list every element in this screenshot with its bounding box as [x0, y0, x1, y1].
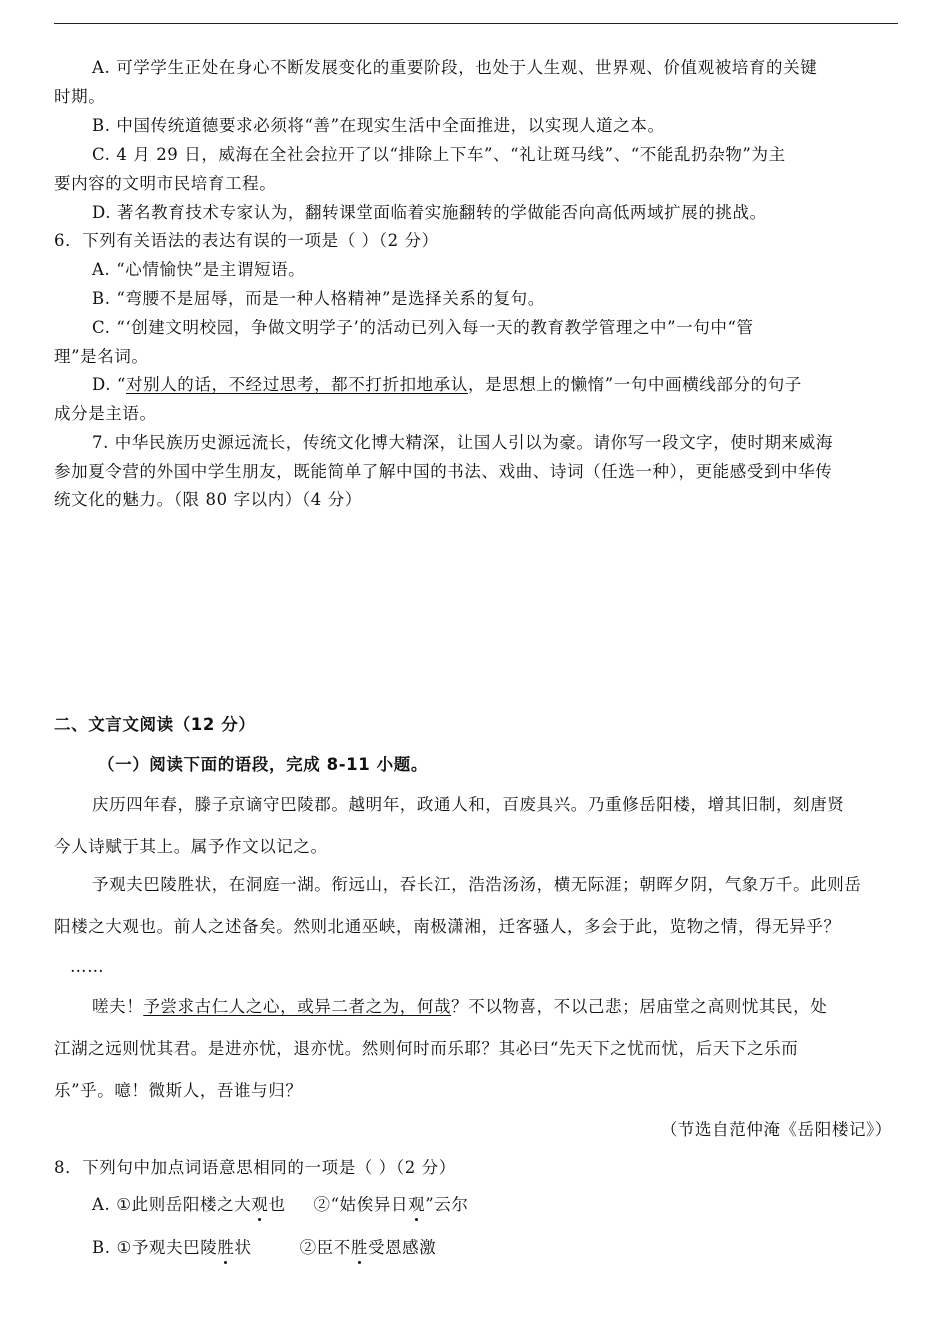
passage-p2-cont: 阳楼之大观也。前人之述备矣。然则北通巫峡，南极潇湘，迁客骚人，多会于此，览物之情，得无异乎？	[54, 917, 841, 936]
q6-option-d	[92, 375, 898, 395]
q5-option-b: B. 中国传统道德要求必须将“善”在现实生活中全面推进，以实现人道之本。	[92, 116, 665, 135]
q7-line-2: 参加夏令营的外国中学生朋友，既能简单了解中国的书法、戏曲、诗词（任选一种），更能感受到中华传	[54, 462, 833, 481]
q8-option-a	[92, 1195, 898, 1215]
section-heading: 二、文言文阅读（12 分）	[54, 715, 256, 734]
q8-a-2-post: ”云尔	[425, 1195, 469, 1214]
q7-line-1: 7. 中华民族历史源远流长，传统文化博大精深，让国人引以为豪。请你写一段文字，使时期来威海	[92, 433, 833, 452]
passage-ellipsis: ……	[70, 957, 105, 976]
passage-p3	[92, 997, 898, 1017]
q8-option-b	[92, 1238, 898, 1258]
q5-option-d: D. 著名教育技术专家认为，翻转课堂面临着实施翻转的学做能否向高低两域扩展的挑战。	[92, 203, 767, 222]
q6-d-suffix: ，是思想上的懒惰”一句中画横线部分的句子	[467, 375, 802, 394]
q8-a-label: A.	[92, 1195, 111, 1214]
passage-source: （节选自范仲淹《岳阳楼记》）	[660, 1120, 892, 1139]
q6-d-prefix: D. “	[92, 375, 126, 394]
q8-stem: 8．下列句中加点词语意思相同的一项是（ ）（2 分）	[54, 1158, 456, 1177]
passage-p3-cont: 江湖之远则忧其君。是进亦忧，退亦忧。然则何时而乐耶？其必曰“先天下之忧而忧，后天下之乐而	[54, 1039, 799, 1058]
p3-underlined: 予尝求古仁人之心，或异二者之为，何哉	[143, 997, 452, 1016]
q8-b-1-pre: ①予观夫巴陵	[116, 1238, 218, 1257]
passage-p1: 庆历四年春，滕子京谪守巴陵郡。越明年，政通人和，百废具兴。乃重修岳阳楼，增其旧制，刻唐贤	[92, 795, 845, 814]
q8-a-2-pre: ②“姑俟异日	[313, 1195, 409, 1214]
q5-option-c: C. 4 月 29 日，威海在全社会拉开了以“排除上下车”、“礼让斑马线”、“不能乱扔杂物”为主	[92, 145, 786, 164]
q6-option-a: A. “心情愉快”是主谓短语。	[92, 260, 306, 279]
q8-b-1-post: 状	[234, 1238, 252, 1257]
q8-b-2-dot-char: 胜	[350, 1238, 368, 1257]
q8-a-1-dot-char: 观	[251, 1195, 269, 1214]
sub-heading: （一）阅读下面的语段，完成 8-11 小题。	[98, 755, 428, 774]
q8-a-1-pre: ①此则岳阳楼之大	[116, 1195, 252, 1214]
q6-stem: 6．下列有关语法的表达有误的一项是（ ）（2 分）	[54, 231, 439, 250]
q8-b-2-post: 受恩感激	[367, 1238, 437, 1257]
q6-option-b: B. “弯腰不是屈辱，而是一种人格精神”是选择关系的复句。	[92, 289, 545, 308]
q5-option-a-cont: 时期。	[54, 87, 106, 106]
passage-p1-cont: 今人诗赋于其上。属予作文以记之。	[54, 837, 328, 856]
p3-suffix: ？不以物喜，不以己悲；居庙堂之高则忧其民，处	[451, 997, 828, 1016]
q8-a-1-post: 也	[268, 1195, 286, 1214]
q8-b-2-pre: ②臣不	[299, 1238, 351, 1257]
q6-option-c: C. “‘创建文明校园，争做文明学子’的活动已列入每一天的教育教学管理之中”一句中“管	[92, 318, 754, 337]
q8-b-label: B.	[92, 1238, 111, 1257]
q6-option-c-cont: 理”是名词。	[54, 347, 149, 366]
q7-line-3: 统文化的魅力。（限 80 字以内）（4 分）	[54, 490, 362, 509]
q8-b-1-dot-char: 胜	[217, 1238, 235, 1257]
top-rule	[54, 23, 898, 24]
p3-prefix: 嗟夫！	[92, 997, 144, 1016]
q6-d-underlined: 对别人的话，不经过思考，都不打折扣地承认	[125, 375, 468, 394]
q8-a-2-dot-char: 观	[408, 1195, 426, 1214]
passage-p2: 予观夫巴陵胜状，在洞庭一湖。衔远山，吞长江，浩浩汤汤，横无际涯；朝晖夕阴，气象万千。此则岳	[92, 875, 862, 894]
q5-option-a: A. 可学学生正处在身心不断发展变化的重要阶段，也处于人生观、世界观、价值观被培育的关键	[92, 58, 818, 77]
q6-option-d-cont: 成分是主语。	[54, 404, 157, 423]
passage-p3-cont-2: 乐”乎。噫！微斯人，吾谁与归？	[54, 1081, 303, 1100]
q5-option-c-cont: 要内容的文明市民培育工程。	[54, 174, 277, 193]
